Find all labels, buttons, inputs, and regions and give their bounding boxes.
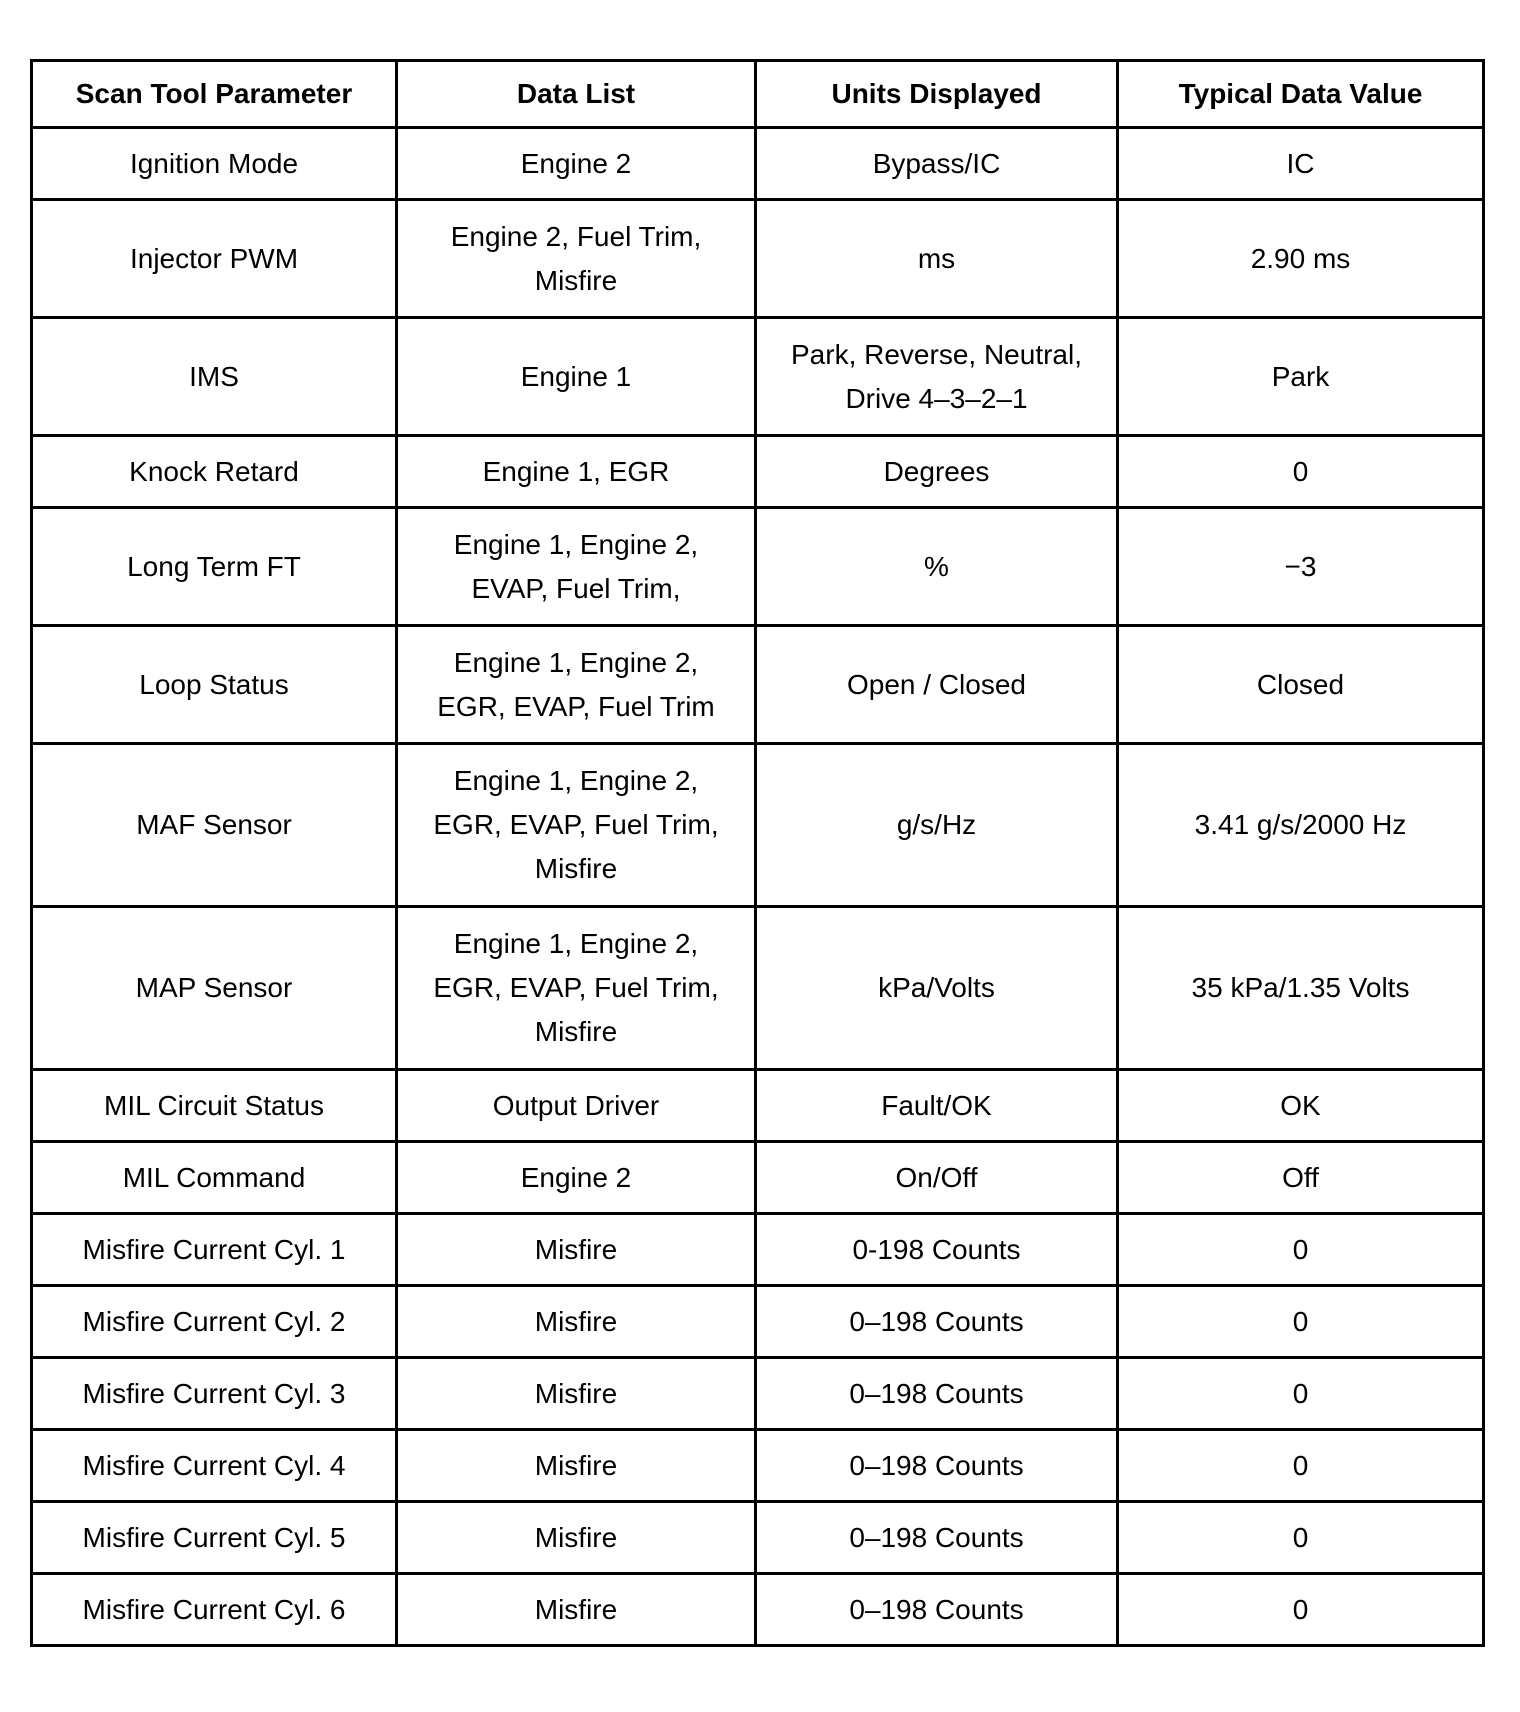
cell-units: Bypass/IC [756,128,1118,200]
cell-data-list: Misfire [397,1502,756,1574]
cell-typical-value: 0 [1118,1502,1484,1574]
cell-typical-value: 2.90 ms [1118,200,1484,318]
cell-typical-value: 3.41 g/s/2000 Hz [1118,744,1484,907]
cell-parameter: Misfire Current Cyl. 3 [32,1358,397,1430]
table-row [32,1214,1484,1286]
table-row [32,1286,1484,1358]
cell-units: 0–198 Counts [756,1430,1118,1502]
header-data-list: Data List [397,61,756,128]
cell-data-list: Engine 1, Engine 2, EGR, EVAP, Fuel Trim, Misfire [397,907,756,1070]
table-row [32,436,1484,508]
table-row [32,1502,1484,1574]
table-row [32,508,1484,626]
cell-typical-value: 0 [1118,1214,1484,1286]
cell-typical-value: 0 [1118,436,1484,508]
table-row [32,128,1484,200]
cell-parameter: IMS [32,318,397,436]
cell-data-list: Misfire [397,1286,756,1358]
cell-typical-value: 35 kPa/1.35 Volts [1118,907,1484,1070]
cell-parameter: Loop Status [32,626,397,744]
table-row [32,1358,1484,1430]
cell-parameter: Ignition Mode [32,128,397,200]
cell-data-list: Misfire [397,1574,756,1646]
cell-typical-value: 0 [1118,1574,1484,1646]
table-row [32,1142,1484,1214]
cell-data-list: Engine 1, Engine 2, EGR, EVAP, Fuel Trim, Misfire [397,744,756,907]
cell-data-list: Engine 2, Fuel Trim, Misfire [397,200,756,318]
cell-parameter: Long Term FT [32,508,397,626]
table-row [32,1574,1484,1646]
cell-parameter: Misfire Current Cyl. 4 [32,1430,397,1502]
cell-typical-value: 0 [1118,1358,1484,1430]
cell-units: kPa/Volts [756,907,1118,1070]
cell-typical-value: 0 [1118,1286,1484,1358]
cell-units: 0–198 Counts [756,1358,1118,1430]
cell-units: Fault/OK [756,1070,1118,1142]
cell-units: Open / Closed [756,626,1118,744]
cell-units: ms [756,200,1118,318]
cell-typical-value: Off [1118,1142,1484,1214]
cell-typical-value: −3 [1118,508,1484,626]
scan-tool-data-table [30,59,1485,1647]
cell-units: On/Off [756,1142,1118,1214]
cell-parameter: Injector PWM [32,200,397,318]
cell-parameter: Misfire Current Cyl. 6 [32,1574,397,1646]
cell-units: g/s/Hz [756,744,1118,907]
cell-units: % [756,508,1118,626]
table-row [32,1070,1484,1142]
cell-units: 0–198 Counts [756,1574,1118,1646]
table-row [32,1430,1484,1502]
cell-data-list: Engine 1, Engine 2, EGR, EVAP, Fuel Trim [397,626,756,744]
header-units-displayed: Units Displayed [756,61,1118,128]
cell-units: 0-198 Counts [756,1214,1118,1286]
cell-data-list: Misfire [397,1214,756,1286]
cell-parameter: MIL Command [32,1142,397,1214]
cell-data-list: Engine 1 [397,318,756,436]
cell-parameter: MAF Sensor [32,744,397,907]
cell-parameter: Misfire Current Cyl. 1 [32,1214,397,1286]
cell-typical-value: OK [1118,1070,1484,1142]
cell-units: 0–198 Counts [756,1286,1118,1358]
cell-data-list: Engine 2 [397,128,756,200]
table-row [32,907,1484,1070]
cell-data-list: Output Driver [397,1070,756,1142]
cell-data-list: Engine 2 [397,1142,756,1214]
table-row [32,200,1484,318]
table-header-row [32,61,1484,128]
cell-parameter: Knock Retard [32,436,397,508]
cell-typical-value: Closed [1118,626,1484,744]
header-typical-data-value: Typical Data Value [1118,61,1484,128]
cell-typical-value: Park [1118,318,1484,436]
cell-parameter: MIL Circuit Status [32,1070,397,1142]
cell-data-list: Engine 1, EGR [397,436,756,508]
cell-parameter: Misfire Current Cyl. 2 [32,1286,397,1358]
header-scan-tool-parameter: Scan Tool Parameter [32,61,397,128]
table-row [32,744,1484,907]
cell-data-list: Misfire [397,1358,756,1430]
cell-data-list: Engine 1, Engine 2, EVAP, Fuel Trim, [397,508,756,626]
table-row [32,318,1484,436]
scan-tool-table-container [30,59,1485,1647]
cell-units: Degrees [756,436,1118,508]
cell-typical-value: 0 [1118,1430,1484,1502]
cell-units: 0–198 Counts [756,1502,1118,1574]
table-row [32,626,1484,744]
cell-data-list: Misfire [397,1430,756,1502]
cell-units: Park, Reverse, Neutral, Drive 4–3–2–1 [756,318,1118,436]
cell-parameter: MAP Sensor [32,907,397,1070]
cell-typical-value: IC [1118,128,1484,200]
cell-parameter: Misfire Current Cyl. 5 [32,1502,397,1574]
